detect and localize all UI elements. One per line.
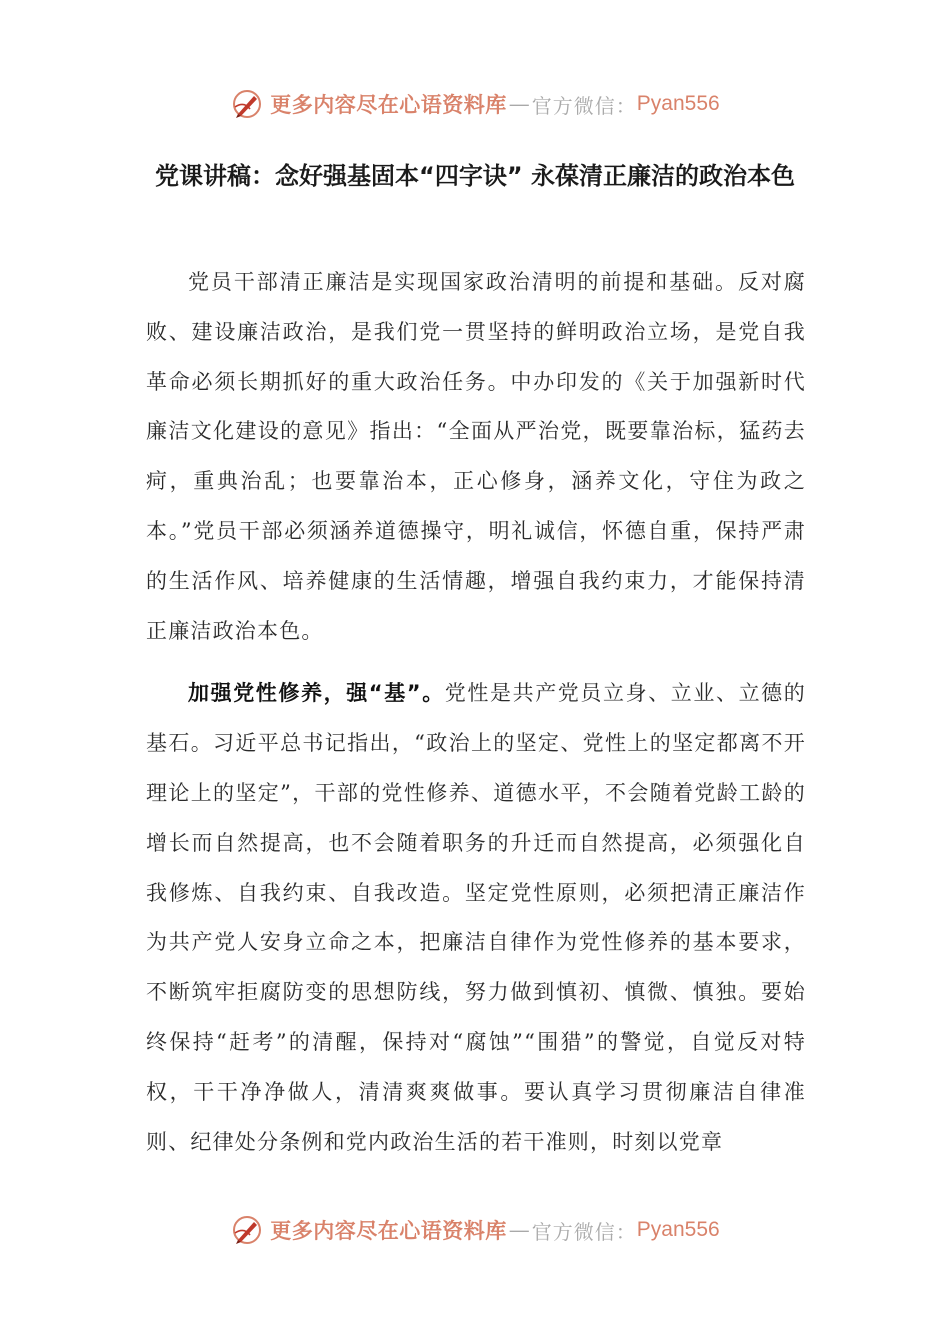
footer-banner xyxy=(0,1210,950,1250)
paragraph xyxy=(146,258,806,656)
pen-logo-icon xyxy=(230,1213,264,1247)
paragraph-text: 党员干部清正廉洁是实现国家政治清明的前提和基础。反对腐败、建设廉洁政治，是我们党一贯坚持的鲜明政治立场，是党自我革命必须长期抓好的重大政治任务。中办印发的《关于加强新时代廉洁文化建设的意见》指出：“全面从严治党，既要靠治标，猛药去疴，重典治乱；也要靠治本，正心修身，涵养文化，守住为政之本。”党员干部必须涵养道德操守，明礼诚信，怀德自重，保持严肃的生活作风、培养健康的生活情趣，增强自我约束力，才能保持清正廉洁政治本色。 xyxy=(146,270,806,643)
document-title: 党课讲稿：念好强基固本“四字诀” 永葆清正廉洁的政治本色 xyxy=(155,162,795,190)
banner-separator: — xyxy=(508,92,530,116)
paragraph-lead: 加强党性修养，强“基”。 xyxy=(188,681,445,706)
banner-brand-text: 更多内容尽在心语资料库 xyxy=(270,1218,507,1243)
banner-wechat-id: Pyan556 xyxy=(636,1218,720,1241)
banner-wechat-id: Pyan556 xyxy=(636,92,720,115)
paragraph-text: 党性是共产党员立身、立业、立德的基石。习近平总书记指出，“政治上的坚定、党性上的坚定都离不开理论上的坚定”，干部的党性修养、道德水平，不会随着党龄工龄的增长而自然提高，也不会随着职务的升迁而自然提高，必须强化自我修炼、自我约束、自我改造。坚定党性原则，必须把清正廉洁作为共产党人安身立命之本，把廉洁自律作为党性修养的基本要求，不断筑牢拒腐防变的思想防线，努力做到慎初、慎微、慎独。要始终保持“赶考”的清醒，保持对“腐蚀”“围猎”的警觉，自觉反对特权，干干净净做人，清清爽爽做事。要认真学习贯彻廉洁自律准则、纪律处分条例和党内政治生活的若干准则，时刻以党章 xyxy=(146,681,806,1154)
paragraph xyxy=(146,669,806,1167)
pen-logo-icon xyxy=(230,87,264,121)
banner-wechat-label: 官方微信： xyxy=(531,1219,637,1244)
document-body xyxy=(146,258,806,1167)
banner-separator: — xyxy=(508,1218,530,1242)
header-banner xyxy=(0,84,950,124)
banner-brand-text: 更多内容尽在心语资料库 xyxy=(270,92,507,117)
banner-wechat-label: 官方微信： xyxy=(531,93,637,118)
